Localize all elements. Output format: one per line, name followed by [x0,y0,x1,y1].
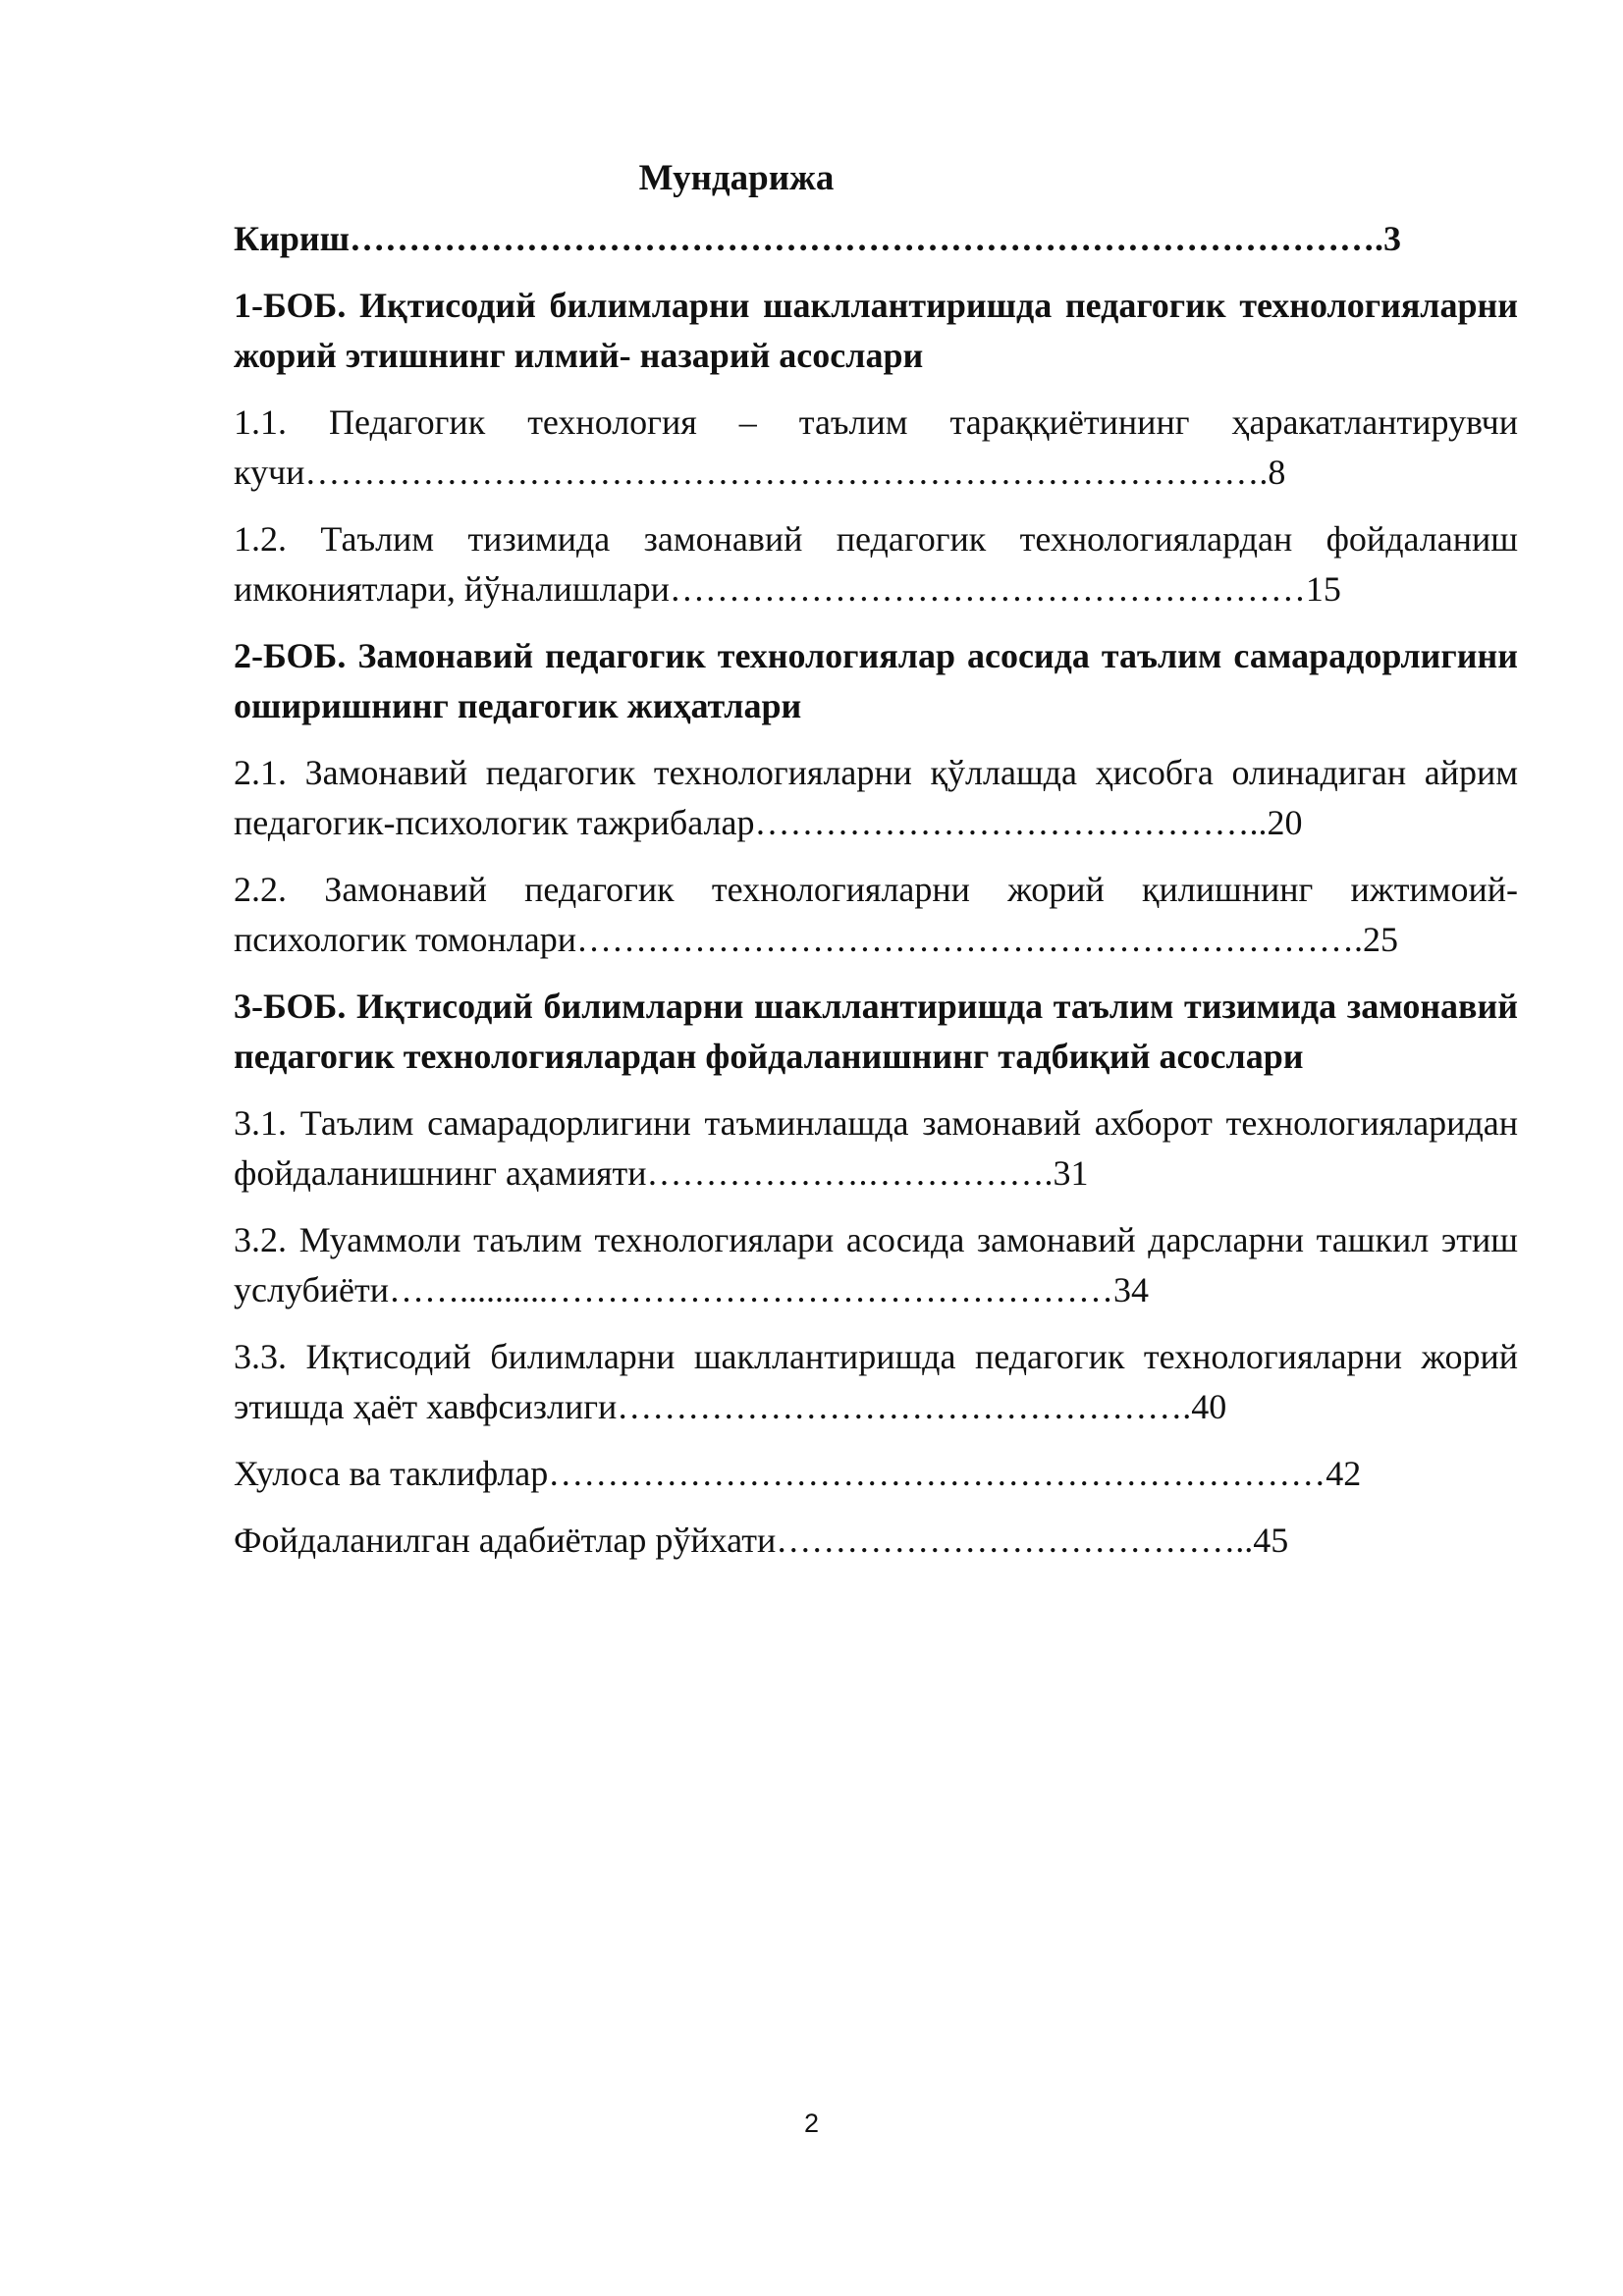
toc-entry-introduction[interactable]: Кириш…………………………………………………………………………….3 [234,219,1402,258]
toc-entry-section-1-2[interactable]: 1.2. Таълим тизимида замонавий педагогик технологиялардан фойдаланиш имкониятлари, йўналишлари………………………………………………15 [234,519,1518,609]
toc-entry-chapter-2[interactable]: 2-БОБ. Замонавий педагогик технологиялар асосида таълим самарадорлигини оширишнинг педагогик жиҳатлари [234,636,1518,725]
toc-entry-chapter-1[interactable]: 1-БОБ. Иқтисодий билимларни шакллантиришда педагогик технологияларни жорий этишнинг илмий- назарий асослари [234,286,1518,375]
page-number: 2 [803,2109,820,2138]
toc-entry-section-3-3[interactable]: 3.3. Иқтисодий билимларни шакллантиришда педагогик технологияларни жорий этишда ҳаёт хавфсизлиги………………………………………….40 [234,1337,1518,1426]
toc-entry-section-3-2[interactable]: 3.2. Муаммоли таълим технологиялари асосида замонавий дарсларни ташкил этиш услубиёти……..........…………………………………………34 [234,1220,1518,1309]
toc-entry-references[interactable]: Фойдаланилган адабиётлар рўйхати…………………………………..45 [234,1521,1289,1560]
toc-entry-section-3-1[interactable]: 3.1. Таълим самарадорлигини таъминлашда замонавий ахборот технологияларидан фойдаланишнинг аҳамияти……………….…………….31 [234,1103,1518,1193]
toc-entry-conclusion[interactable]: Хулоса ва таклифлар…………………………………………………………42 [234,1454,1362,1493]
table-of-contents [234,214,1518,1582]
toc-title: Мундарижа [638,158,835,198]
toc-entry-section-2-2[interactable]: 2.2. Замонавий педагогик технологияларни жорий қилишнинг ижтимоий-психологик томонлари………………………………………………………….25 [234,870,1518,959]
toc-entry-section-1-1[interactable]: 1.1. Педагогик технология – таълим тараққиётининг ҳаракатлантирувчи кучи……………………………………………………………………….8 [234,402,1518,492]
toc-entry-chapter-3[interactable]: 3-БОБ. Иқтисодий билимларни шакллантиришда таълим тизимида замонавий педагогик технологиялардан фойдаланишнинг тадбиқий асослари [234,987,1518,1076]
toc-entry-section-2-1[interactable]: 2.1. Замонавий педагогик технологияларни қўллашда ҳисобга олинадиган айрим педагогик-психологик тажрибалар……………………………………..20 [234,753,1518,842]
